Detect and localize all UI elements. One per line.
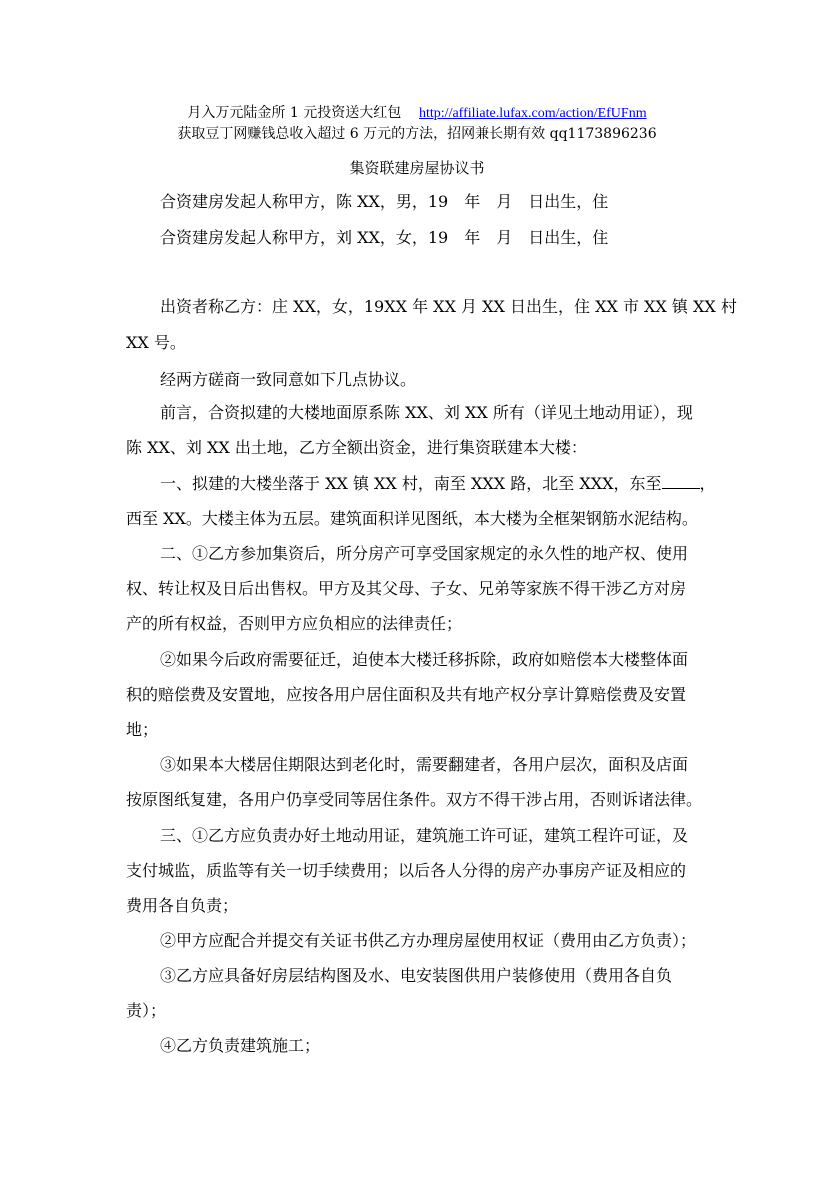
paragraph-line: 经两方磋商一致同意如下几点协议。 (160, 370, 417, 389)
paragraph-text: 一、拟建的大楼坐落于 XX 镇 XX 村，南至 XXX 路，北至 XXX，东至 (160, 474, 662, 493)
paragraph-line: 合资建房发起人称甲方，刘 XX，女，19 年 月 日出生，住 (160, 228, 609, 247)
header-ad-line-2: 获取豆丁网赚钱总收入超过 6 万元的方法，招网兼长期有效 qq1173896236 (177, 126, 657, 142)
paragraph-text: ， (699, 474, 716, 493)
header-ad-link[interactable]: http://affiliate.lufax.com/action/EfUFnm (419, 106, 647, 121)
paragraph-line: 产的所有权益，否则甲方应负相应的法律责任； (126, 614, 463, 633)
paragraph-line: 二、①乙方参加集资后，所分房产可享受国家规定的永久性的地产权、使用 (160, 544, 689, 563)
paragraph-line: 合资建房发起人称甲方，陈 XX，男，19 年 月 日出生，住 (160, 192, 609, 211)
paragraph-line: XX 号。 (126, 333, 186, 352)
paragraph-line: 出资者称乙方：庄 XX，女，19XX 年 XX 月 XX 日出生，住 XX 市 XX 镇 XX 村 (160, 297, 737, 316)
paragraph-line (160, 474, 716, 494)
paragraph-line: ②甲方应配合并提交有关证书供乙方办理房屋使用权证（费用由乙方负责）； (160, 931, 697, 950)
paragraph-line: 陈 XX、刘 XX 出土地，乙方全额出资金，进行集资联建本大楼： (126, 438, 587, 457)
paragraph-line: 支付城监，质监等有关一切手续费用；以后各人分得的房产办事房产证及相应的 (126, 861, 687, 880)
paragraph-line: 积的赔偿费及安置地，应按各用户居住面积及共有地产权分享计算赔偿费及安置 (126, 685, 687, 704)
paragraph-line: 按原图纸复建，各用户仍享受同等居住条件。双方不得干涉占用，否则诉诸法律。 (126, 790, 703, 809)
paragraph-line: ②如果今后政府需要征迁，迫使本大楼迁移拆除，政府如赔偿本大楼整体面 (160, 650, 689, 669)
document-title: 集资联建房屋协议书 (349, 159, 485, 177)
paragraph-line: ③乙方应具备好房层结构图及水、电安装图供用户装修使用（费用各自负 (160, 966, 673, 985)
paragraph-line: ③如果本大楼居住期限达到老化时，需要翻建者，各用户层次，面积及店面 (160, 755, 689, 774)
paragraph-line: ④乙方负责建筑施工； (160, 1036, 321, 1055)
header-ad-line-1 (0, 104, 834, 123)
paragraph-line: 费用各自负责； (126, 896, 239, 915)
paragraph-line: 三、①乙方应负责办好土地动用证，建筑施工许可证，建筑工程许可证，及 (160, 826, 689, 845)
header-ad-text: 月入万元陆金所 1 元投资送大红包 (187, 105, 402, 121)
paragraph-line: 权、转让权及日后出售权。甲方及其父母、子女、兄弟等家族不得干涉乙方对房 (126, 579, 687, 598)
paragraph-line: 地； (126, 720, 159, 739)
paragraph-line: 责）； (126, 1001, 167, 1020)
paragraph-line: 西至 XX。大楼主体为五层。建筑面积详见图纸，本大楼为全框架钢筋水泥结构。 (126, 509, 698, 528)
paragraph-line: 前言，合资拟建的大楼地面原系陈 XX、刘 XX 所有（详见土地动用证），现 (160, 403, 693, 422)
fill-in-blank (662, 474, 700, 489)
